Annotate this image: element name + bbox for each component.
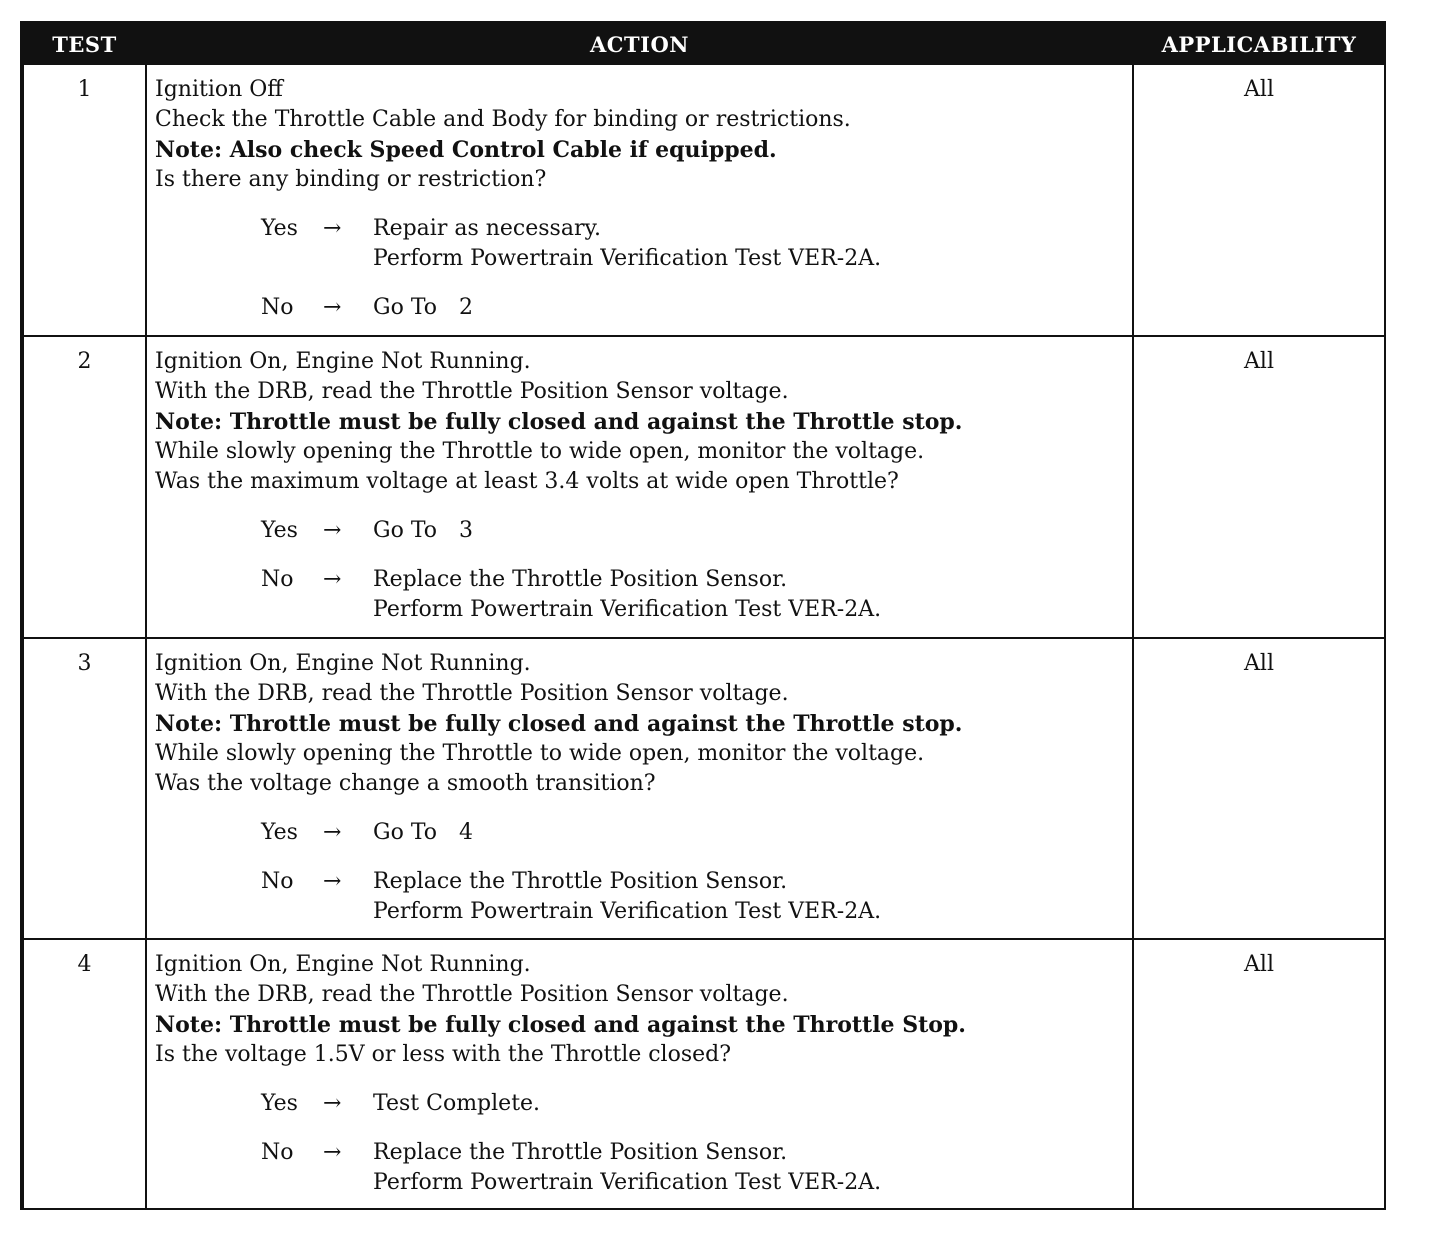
note-text: Note: Throttle must be fully closed and against the Throttle stop. [155, 409, 963, 435]
header-applicability: APPLICABILITY [1133, 24, 1385, 64]
table-row [23, 638, 1385, 939]
table-row [23, 64, 1385, 336]
no-result [373, 1138, 881, 1198]
action-line: With the DRB, read the Throttle Position Sensor voltage. [155, 982, 789, 1007]
goto-number: 3 [459, 518, 474, 543]
arrow-icon: → [323, 567, 342, 592]
no-label: No [261, 567, 294, 592]
no-label: No [261, 869, 294, 894]
action-cell [146, 939, 1133, 1209]
no-label: No [261, 295, 294, 320]
test-number: 4 [23, 939, 146, 1209]
arrow-icon: → [323, 216, 342, 241]
action-cell [146, 64, 1133, 336]
result-line: Perform Powertrain Verification Test VER-2A. [373, 899, 882, 924]
result-line: Replace the Throttle Position Sensor. [373, 1140, 788, 1165]
arrow-icon: → [323, 295, 342, 320]
question-text: Is the voltage 1.5V or less with the Throttle closed? [155, 1042, 732, 1067]
no-branch [261, 1138, 1124, 1198]
result-line: Replace the Throttle Position Sensor. [373, 869, 788, 894]
action-line: Ignition On, Engine Not Running. [155, 349, 531, 374]
yes-result [373, 214, 881, 274]
goto-number: 2 [459, 295, 474, 320]
no-result [373, 867, 881, 927]
yes-label: Yes [261, 1091, 298, 1116]
no-result [373, 293, 473, 323]
table-header-row [23, 24, 1385, 64]
yes-result [373, 1089, 540, 1119]
action-cell [146, 638, 1133, 939]
action-line: Ignition On, Engine Not Running. [155, 651, 531, 676]
yes-label: Yes [261, 518, 298, 543]
result-line: Replace the Throttle Position Sensor. [373, 567, 788, 592]
action-line: Ignition On, Engine Not Running. [155, 952, 531, 977]
note-text: Note: Throttle must be fully closed and against the Throttle Stop. [155, 1012, 966, 1038]
action-line: Ignition Off [155, 77, 283, 102]
arrow-icon: → [323, 518, 342, 543]
test-table [22, 23, 1386, 1210]
arrow-icon: → [323, 820, 342, 845]
goto-number: 4 [459, 820, 474, 845]
no-label: No [261, 1140, 294, 1165]
question-text: Was the maximum voltage at least 3.4 volts at wide open Throttle? [155, 469, 899, 494]
test-number: 3 [23, 638, 146, 939]
note-text: Note: Throttle must be fully closed and against the Throttle stop. [155, 711, 963, 737]
applicability-value: All [1133, 939, 1385, 1209]
yes-result [373, 818, 473, 848]
arrow-icon: → [323, 1140, 342, 1165]
goto-text: Go To [373, 295, 438, 320]
diagnostic-test-table [20, 21, 1386, 1210]
yes-branch [261, 516, 1124, 546]
test-number: 2 [23, 336, 146, 638]
result-line: Perform Powertrain Verification Test VER-2A. [373, 1170, 882, 1195]
yes-branch [261, 214, 1124, 274]
yes-label: Yes [261, 820, 298, 845]
note-text: Note: Also check Speed Control Cable if equipped. [155, 137, 777, 163]
result-line: Perform Powertrain Verification Test VER-2A. [373, 246, 882, 271]
yes-label: Yes [261, 216, 298, 241]
no-branch [261, 293, 1124, 323]
question-text: While slowly opening the Throttle to wide open, monitor the voltage. [155, 439, 925, 464]
no-result [373, 565, 881, 625]
test-number: 1 [23, 64, 146, 336]
action-cell [146, 336, 1133, 638]
applicability-value: All [1133, 64, 1385, 336]
no-branch [261, 565, 1124, 625]
action-line: With the DRB, read the Throttle Position Sensor voltage. [155, 681, 789, 706]
no-branch [261, 867, 1124, 927]
action-line: Check the Throttle Cable and Body for binding or restrictions. [155, 107, 851, 132]
table-row [23, 336, 1385, 638]
result-line: Repair as necessary. [373, 216, 601, 241]
action-line: With the DRB, read the Throttle Position Sensor voltage. [155, 379, 789, 404]
result-line: Test Complete. [373, 1091, 541, 1116]
question-text: Is there any binding or restriction? [155, 167, 547, 192]
goto-text: Go To [373, 820, 438, 845]
result-line: Perform Powertrain Verification Test VER-2A. [373, 597, 882, 622]
question-text: Was the voltage change a smooth transition? [155, 771, 656, 796]
applicability-value: All [1133, 336, 1385, 638]
arrow-icon: → [323, 1091, 342, 1116]
yes-result [373, 516, 473, 546]
goto-text: Go To [373, 518, 438, 543]
header-action: ACTION [146, 24, 1133, 64]
table-row [23, 939, 1385, 1209]
yes-branch [261, 1089, 1124, 1119]
yes-branch [261, 818, 1124, 848]
header-test: TEST [23, 24, 146, 64]
question-text: While slowly opening the Throttle to wide open, monitor the voltage. [155, 741, 925, 766]
arrow-icon: → [323, 869, 342, 894]
applicability-value: All [1133, 638, 1385, 939]
